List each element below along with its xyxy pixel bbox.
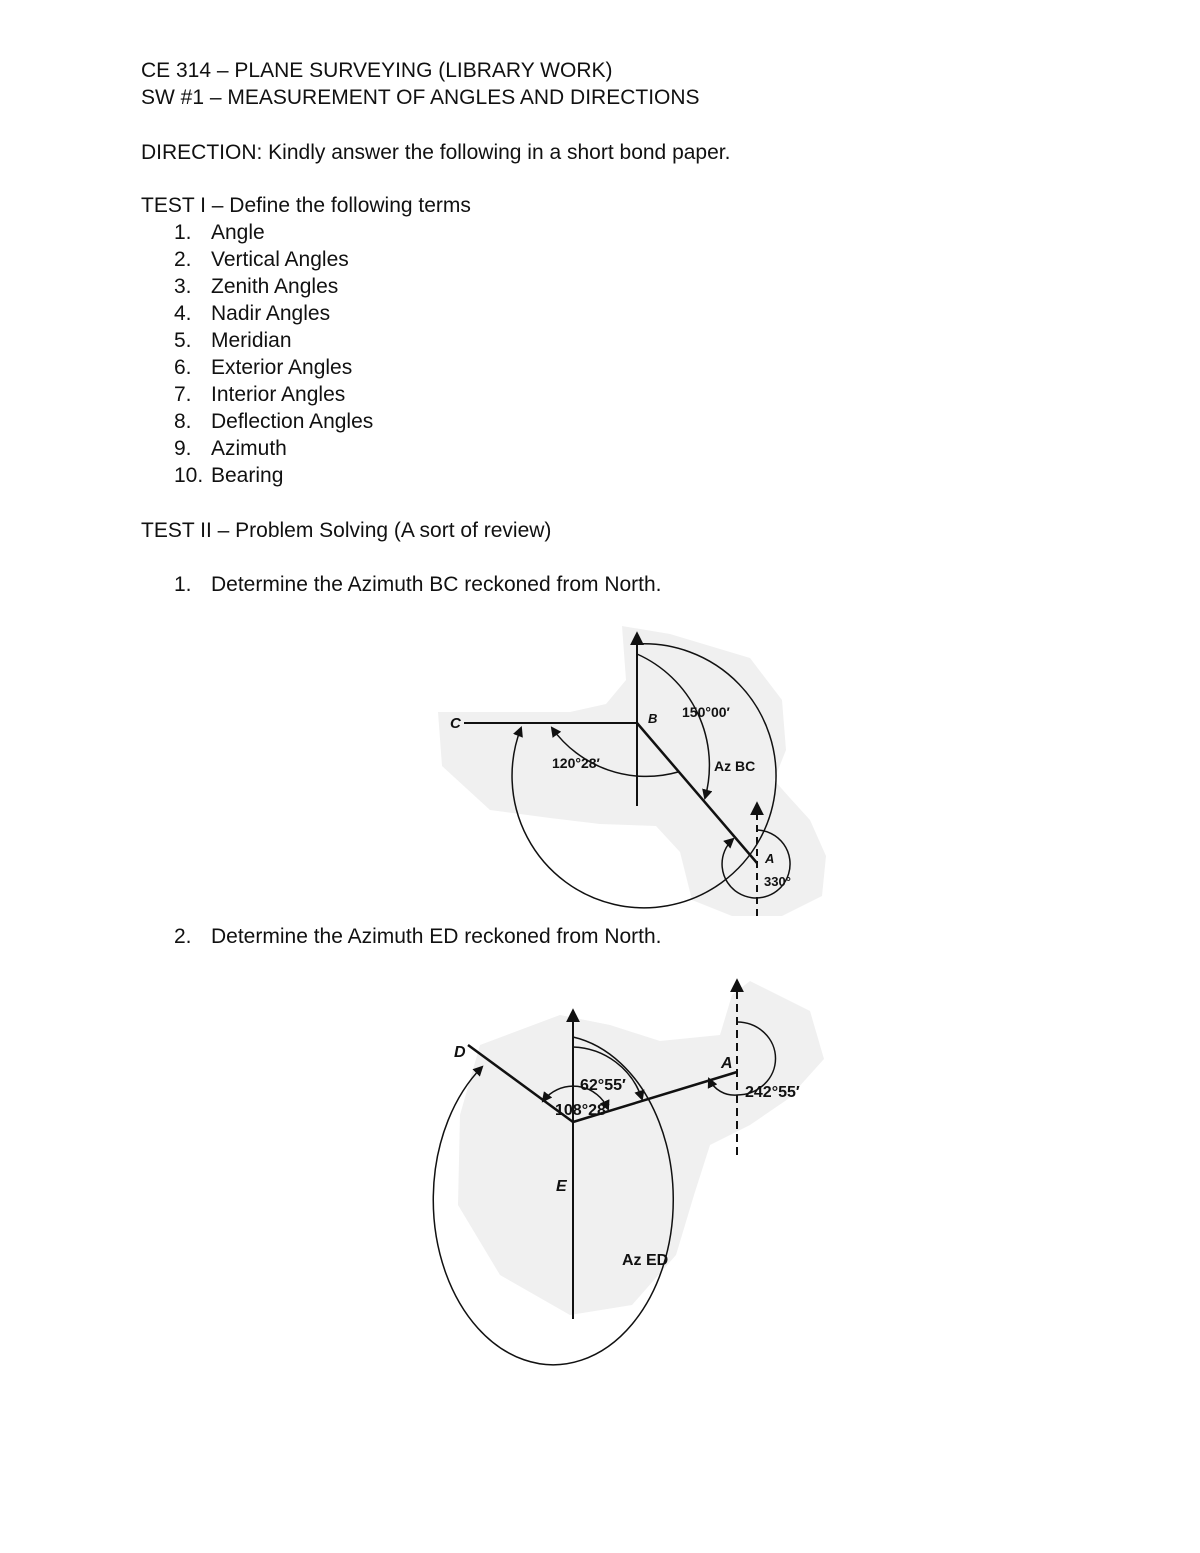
label-angle-120: 120°28′ <box>552 755 600 771</box>
label-angle-108-28: 108°28′ <box>555 1102 610 1119</box>
item-term: Angle <box>211 221 265 244</box>
item-term: Exterior Angles <box>211 356 353 379</box>
item-term: Interior Angles <box>211 383 346 406</box>
test1-heading: TEST I – Define the following terms <box>141 194 471 217</box>
list-item <box>0 355 600 381</box>
assignment-title: SW #1 – MEASUREMENT OF ANGLES AND DIRECTIONS <box>141 86 700 109</box>
item-number: 5. <box>174 329 192 352</box>
item-number: 1. <box>174 221 192 244</box>
item-number: 6. <box>174 356 192 379</box>
item-number: 7. <box>174 383 192 406</box>
list-item <box>0 220 600 246</box>
label-c: C <box>450 715 461 732</box>
problem-text: Determine the Azimuth ED reckoned from North. <box>211 925 662 948</box>
problem-number: 2. <box>174 925 192 948</box>
problem-text: Determine the Azimuth BC reckoned from North. <box>211 573 662 596</box>
item-term: Azimuth <box>211 437 287 460</box>
figure-background <box>438 626 826 916</box>
list-item <box>0 301 600 327</box>
item-number: 4. <box>174 302 192 325</box>
item-number: 2. <box>174 248 192 271</box>
label-az-ed: Az ED <box>622 1252 669 1269</box>
label-b: B <box>648 711 658 726</box>
item-term: Zenith Angles <box>211 275 339 298</box>
list-item <box>0 409 600 435</box>
problem-item <box>0 572 900 598</box>
item-term: Deflection Angles <box>211 410 374 433</box>
list-item <box>0 274 600 300</box>
figure-azimuth-bc <box>430 620 840 920</box>
list-item <box>0 247 600 273</box>
item-number: 10. <box>174 464 204 487</box>
label-angle-242-55: 242°55′ <box>745 1084 800 1101</box>
label-a: A <box>721 1055 733 1072</box>
label-angle-150: 150°00′ <box>682 704 730 720</box>
label-angle-330: 330° <box>764 874 791 889</box>
figure-azimuth-ed <box>440 975 840 1325</box>
problem-item <box>0 924 900 950</box>
label-a: A <box>765 851 775 866</box>
item-term: Bearing <box>211 464 284 487</box>
item-term: Meridian <box>211 329 292 352</box>
list-item <box>0 436 600 462</box>
list-item <box>0 463 600 489</box>
problem-number: 1. <box>174 573 192 596</box>
item-number: 9. <box>174 437 192 460</box>
item-number: 3. <box>174 275 192 298</box>
direction-text: DIRECTION: Kindly answer the following in a short bond paper. <box>141 141 731 164</box>
test2-heading: TEST II – Problem Solving (A sort of review) <box>141 519 552 542</box>
label-e: E <box>556 1178 567 1195</box>
item-term: Nadir Angles <box>211 302 331 325</box>
item-number: 8. <box>174 410 192 433</box>
label-angle-62-55: 62°55′ <box>580 1077 626 1094</box>
label-d: D <box>454 1044 466 1061</box>
list-item <box>0 328 600 354</box>
label-az-bc: Az BC <box>714 758 756 774</box>
list-item <box>0 382 600 408</box>
item-term: Vertical Angles <box>211 248 349 271</box>
course-title: CE 314 – PLANE SURVEYING (LIBRARY WORK) <box>141 59 613 82</box>
